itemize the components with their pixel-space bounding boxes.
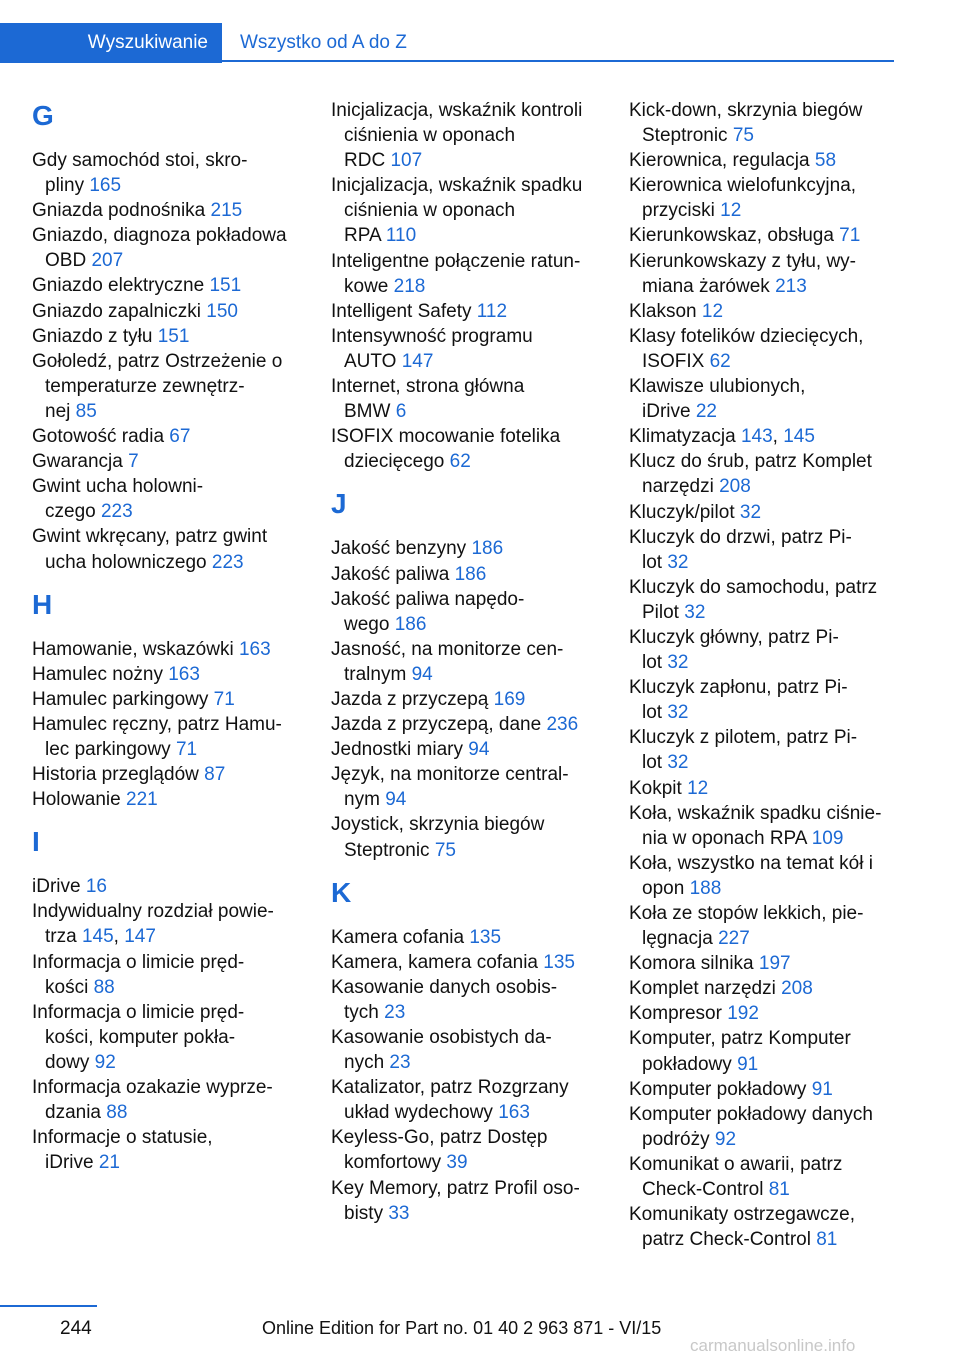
page-link[interactable]: 75 (434, 839, 456, 861)
entry-text: Kierownica wielofunkcyjna, przyciski (629, 175, 857, 222)
index-entry (629, 500, 897, 525)
index-entry (32, 198, 300, 223)
entry-text: Kasowanie danych osobis- tych (331, 976, 558, 1023)
index-entry (32, 637, 300, 662)
entry-text: Kick-down, skrzynia biegów Steptronic (629, 100, 863, 147)
entry-text: Holowanie (32, 789, 121, 811)
page-link[interactable]: 16 (85, 876, 107, 898)
entry-text: Gdy samochód stoi, skro- pliny (32, 150, 248, 197)
entry-text: Gniazdo elektryczne (32, 275, 205, 297)
index-entry (32, 787, 300, 812)
entry-text: Informacja o limicie pręd- kości, komputer pokła- dowy (32, 1001, 245, 1073)
index-entry (629, 675, 897, 725)
index-entry (629, 725, 897, 775)
index-entry (629, 223, 897, 248)
header-divider (222, 60, 894, 62)
entry-text: iDrive (32, 876, 81, 898)
tab-a-to-z[interactable]: Wszystko od A do Z (240, 32, 407, 53)
index-entry (331, 98, 599, 173)
page-link[interactable]: 71 (213, 688, 235, 710)
index-entry (629, 1102, 897, 1152)
index-entry (32, 662, 300, 687)
page-link[interactable]: 163 (168, 663, 200, 685)
index-entry (331, 536, 599, 561)
page-link[interactable]: 87 (204, 764, 226, 786)
index-entry (331, 687, 599, 712)
page-link[interactable]: 92 (94, 1051, 116, 1073)
index-entry (32, 424, 300, 449)
entry-text: Hamowanie, wskazówki (32, 638, 234, 660)
index-entry (32, 324, 300, 349)
entry-text: Jazda z przyczepą, dane (331, 714, 542, 736)
index-entry (331, 173, 599, 248)
page-link[interactable]: 88 (106, 1102, 128, 1124)
page-link[interactable]: 151 (157, 325, 190, 347)
entry-text: Gotowość radia (32, 426, 165, 448)
entry-text: Kierunkowskazy z tyłu, wy- miana żarówek (629, 250, 857, 297)
index-entry (629, 449, 897, 499)
entry-text: Gniazdo zapalniczki (32, 300, 201, 322)
entry-text: Kokpit (629, 777, 682, 799)
page-link[interactable]: 110 (385, 225, 417, 247)
page-link[interactable]: 39 (446, 1152, 468, 1174)
page-link[interactable]: 208 (719, 476, 751, 498)
index-entry (331, 712, 599, 737)
entry-text: Gniazdo, diagnoza pokładowa OBD (32, 225, 287, 272)
page-link[interactable]: 223 (211, 551, 244, 573)
entry-text: Kamera cofania (331, 926, 465, 948)
page-link[interactable]: 94 (385, 789, 407, 811)
entry-text: Internet, strona główna BMW (331, 376, 525, 423)
watermark: carmanualsonline.info (690, 1336, 856, 1355)
section-letter: H (32, 588, 53, 620)
entry-text: Koła, wskaźnik spadku ciśnie- nia w oponach RPA (629, 802, 882, 849)
entry-text: Jasność, na monitorze cen- tralnym (331, 638, 564, 685)
index-entry (331, 299, 599, 324)
page-link[interactable]: 32 (667, 752, 689, 774)
index-entry (331, 950, 599, 975)
entry-text: Intelligent Safety (331, 300, 472, 322)
entry-text: Jazda z przyczepą (331, 688, 489, 710)
page-link[interactable]: 151 (209, 275, 242, 297)
page-link[interactable]: 22 (695, 401, 717, 423)
entry-text: Informacja o limicie pręd- kości (32, 951, 245, 998)
index-entry (629, 1001, 897, 1026)
page-link[interactable]: 135 (543, 951, 575, 973)
index-entry (331, 324, 599, 374)
index-entry (629, 976, 897, 1001)
index-entry (629, 575, 897, 625)
index-entry (32, 1125, 300, 1175)
page-link[interactable]: 218 (393, 275, 426, 297)
entry-text: Jakość paliwa napędo- wego (331, 588, 525, 635)
entry-text: Komputer pokładowy (629, 1078, 807, 1100)
page-link[interactable]: 7 (128, 451, 139, 473)
page-link[interactable]: 88 (93, 976, 115, 998)
page-link[interactable]: 186 (394, 613, 427, 635)
page-link[interactable]: 207 (91, 250, 124, 272)
page-link[interactable]: 32 (667, 702, 689, 724)
entry-text: Inicjalizacja, wskaźnik kontroli ciśnienia w oponach RDC (331, 100, 583, 172)
entry-text: Jakość paliwa (331, 563, 450, 585)
index-entry (629, 1026, 897, 1076)
entry-text: Gwint ucha holowni- czego (32, 476, 204, 523)
entry-text: Koła ze stopów lekkich, pie- lęgnacja (629, 903, 864, 950)
page-link[interactable]: 12 (720, 200, 742, 222)
page-link[interactable]: 23 (384, 1001, 406, 1023)
entry-text: Hamulec parkingowy (32, 688, 209, 710)
entry-text: Hamulec ręczny, patrz Hamu- lec parkingowy (32, 713, 282, 760)
page-link[interactable]: 6 (395, 401, 407, 423)
entry-text: Kluczyk/pilot (629, 501, 735, 523)
page-link[interactable]: 21 (98, 1152, 120, 1174)
entry-text: Keyless-Go, patrz Dostęp komfortowy (331, 1127, 548, 1174)
page-link[interactable]: 186 (454, 563, 487, 585)
index-entry (32, 349, 300, 424)
entry-text: Klucz do śrub, patrz Komplet narzędzi (629, 451, 872, 498)
index-column-1 (32, 98, 300, 1175)
entry-text: Informacja ozakazie wyprze- dzania (32, 1077, 273, 1124)
index-entry (629, 801, 897, 851)
header-nav (0, 23, 894, 63)
index-entry (32, 148, 300, 198)
index-entry (32, 687, 300, 712)
page-link[interactable]: 186 (471, 538, 504, 560)
page-number: 244 (60, 1318, 92, 1339)
entry-text: Jakość benzyny (331, 538, 467, 560)
index-entry (629, 98, 897, 148)
page-link[interactable]: 109 (811, 827, 844, 849)
page-link[interactable]: 169 (493, 688, 526, 710)
index-entry (331, 975, 599, 1025)
index-entry (32, 223, 300, 273)
page-link[interactable]: 85 (75, 400, 97, 422)
index-entry (629, 1152, 897, 1202)
page-link[interactable]: 71 (839, 225, 861, 247)
page-link[interactable]: 62 (709, 350, 731, 372)
index-entry (331, 762, 599, 812)
index-entry (629, 901, 897, 951)
entry-text: Katalizator, patrz Rozgrzany układ wydechowy (331, 1077, 569, 1124)
page-link[interactable]: 91 (811, 1078, 833, 1100)
page-link[interactable]: 32 (739, 501, 762, 523)
page-link[interactable]: 92 (714, 1128, 737, 1150)
entry-text: Kluczyk do drzwi, patrz Pi- lot (629, 526, 852, 573)
index-column-3 (629, 98, 897, 1252)
index-entry (331, 374, 599, 424)
entry-text: Gniazdo z tyłu (32, 325, 153, 347)
page-link[interactable]: 32 (667, 551, 689, 573)
section-letter: G (32, 100, 54, 131)
page-link[interactable]: 150 (206, 300, 238, 322)
page-link[interactable]: 71 (175, 738, 198, 760)
entry-text: Komunikat o awarii, patrz Check-Control (629, 1153, 843, 1201)
index-entry: Indywidualny rozdział powie- trza 145, 147 (32, 901, 274, 948)
entry-text: Joystick, skrzynia biegów Steptronic (331, 814, 545, 861)
entry-text: Jednostki miary (331, 739, 463, 761)
entry-text: Kamera, kamera cofania (331, 951, 538, 973)
index-entry: Klimatyzacja 143, 145 (629, 426, 815, 448)
page-link[interactable]: 107 (390, 150, 423, 172)
index-entry (32, 524, 300, 574)
section-letter: J (331, 488, 347, 520)
entry-text: Hamulec nożny (32, 663, 163, 685)
entry-text: Klasy fotelików dziecięcych, ISOFIX (629, 325, 864, 372)
index-entry (629, 625, 897, 675)
page-link[interactable]: 33 (388, 1202, 410, 1224)
entry-text: Klawisze ulubionych, iDrive (629, 376, 806, 423)
entry-text: ISOFIX mocowanie fotelika dziecięcego (331, 426, 561, 473)
index-entry (331, 1176, 599, 1226)
entry-text: Język, na monitorze central- nym (331, 764, 569, 811)
entry-text: Kluczyk z pilotem, patrz Pi- lot (629, 727, 858, 774)
entry-text: Kierownica, regulacja (629, 150, 810, 172)
index-entry (32, 712, 300, 762)
page-link[interactable]: 12 (701, 300, 724, 322)
entry-text: Indywidualny rozdział powie- trza (32, 901, 274, 948)
entry-text: Gniazda podnośnika (32, 200, 206, 222)
entry-text: Key Memory, patrz Profil oso- bisty (331, 1177, 580, 1224)
page-link[interactable]: 165 (89, 175, 122, 197)
entry-text: Komputer, patrz Komputer pokładowy (629, 1028, 851, 1075)
index-entry (331, 1125, 599, 1175)
entry-text: Komunikaty ostrzegawcze, patrz Check-Control (629, 1204, 855, 1251)
index-entry (32, 1000, 300, 1075)
page-link[interactable]: 215 (210, 200, 243, 222)
index-entry (629, 1202, 897, 1252)
page-link[interactable]: 213 (775, 275, 807, 297)
page-link[interactable]: 67 (169, 426, 191, 448)
page-link[interactable]: 94 (468, 739, 490, 761)
entry-text: Gołoledź, patrz Ostrzeżenie o temperaturze zewnętrz- nej (32, 350, 283, 422)
index-column-2 (331, 98, 599, 1226)
index-entry (32, 299, 300, 324)
entry-text: Klakson (629, 300, 697, 322)
page-link[interactable]: 163 (498, 1102, 530, 1124)
index-entry (32, 762, 300, 787)
page-link[interactable]: 236 (546, 714, 579, 736)
index-entry (629, 148, 897, 173)
index-entry (331, 1025, 599, 1075)
entry-text: Inteligentne połączenie ratun- kowe (331, 250, 581, 297)
page-link[interactable]: 94 (411, 663, 433, 685)
entry-text: Historia przeglądów (32, 764, 199, 786)
entry-text: Komputer pokładowy danych podróży (629, 1103, 873, 1150)
index-entry (629, 851, 897, 901)
section-letter: I (32, 826, 40, 858)
index-entry (331, 637, 599, 687)
index-entry (32, 1075, 300, 1125)
index-entry (32, 874, 300, 899)
index-entry (331, 587, 599, 637)
page-link[interactable]: 62 (449, 451, 471, 473)
page-link[interactable]: 12 (687, 777, 709, 799)
page-link[interactable]: 147 (401, 350, 434, 372)
page-link[interactable]: 81 (816, 1229, 838, 1251)
entry-text: Gwint wkręcany, patrz gwint ucha holowniczego (32, 526, 268, 573)
entry-text: Kluczyk do samochodu, patrz Pilot (629, 576, 878, 623)
entry-text: Inicjalizacja, wskaźnik spadku ciśnienia w oponach RPA (331, 175, 583, 247)
page-link[interactable]: 58 (814, 150, 837, 172)
page-link[interactable]: 197 (758, 953, 791, 975)
index-entry (32, 474, 300, 524)
index-entry (32, 273, 300, 298)
entry-text: Kluczyk główny, patrz Pi- lot (629, 626, 839, 674)
page-link[interactable]: 32 (684, 601, 706, 623)
page-link[interactable]: 91 (737, 1053, 759, 1075)
page-link[interactable]: 188 (689, 877, 722, 899)
entry-text: Intensywność programu AUTO (331, 325, 533, 372)
index-entry (331, 812, 599, 862)
edition-note: Online Edition for Part no. 01 40 2 963 871 - VI/15 (262, 1318, 662, 1338)
entry-text: Komplet narzędzi (629, 978, 776, 1000)
index-entry (629, 951, 897, 976)
index-entry (629, 1077, 897, 1102)
index-entry (629, 299, 897, 324)
index-entry (331, 249, 599, 299)
index-entry (331, 925, 599, 950)
page-link[interactable]: 227 (718, 928, 750, 950)
entry-text: Kompresor (629, 1003, 722, 1025)
page-link[interactable]: 192 (727, 1003, 759, 1025)
index-entry (32, 950, 300, 1000)
entry-text: Informacje o statusie, iDrive (32, 1127, 213, 1174)
page-link[interactable]: 135 (469, 926, 502, 948)
page-link[interactable]: 143 (740, 426, 773, 448)
index-entry (629, 525, 897, 575)
entry-text: Kasowanie osobistych da- nych (331, 1027, 552, 1074)
page-link[interactable]: 223 (100, 501, 133, 523)
page-link[interactable]: 81 (768, 1179, 790, 1201)
entry-text: Gwarancja (32, 451, 123, 473)
page-link[interactable]: 147 (124, 926, 156, 948)
index-entry (629, 374, 897, 424)
page-link[interactable]: 221 (126, 789, 158, 811)
index-entry (629, 249, 897, 299)
index-entry (331, 562, 599, 587)
page-link[interactable]: 208 (781, 978, 813, 1000)
entry-text: Kluczyk zapłonu, patrz Pi- lot (629, 677, 848, 724)
page-link[interactable]: 112 (476, 300, 508, 322)
index-entry (32, 449, 300, 474)
index-entry (331, 424, 599, 474)
page-link[interactable]: 145 (783, 426, 815, 448)
entry-text: Klimatyzacja (629, 426, 736, 448)
page-link[interactable]: 23 (389, 1052, 411, 1074)
page-link[interactable]: 145 (81, 926, 114, 948)
footer-accent-bar (0, 1305, 97, 1307)
index-entry (331, 737, 599, 762)
entry-text: Kierunkowskaz, obsługa (629, 225, 834, 247)
index-entry (629, 776, 897, 801)
index-entry (629, 324, 897, 374)
entry-text: Komora silnika (629, 953, 754, 975)
index-entry (629, 173, 897, 223)
page-link[interactable]: 75 (732, 125, 754, 147)
page-link[interactable]: 32 (667, 652, 689, 674)
index-entry (331, 1075, 599, 1125)
section-letter: K (331, 876, 352, 908)
tab-search[interactable]: Wyszukiwanie (0, 23, 222, 63)
page-link[interactable]: 163 (238, 638, 271, 660)
entry-text: Koła, wszystko na temat kół i opon (629, 852, 873, 899)
